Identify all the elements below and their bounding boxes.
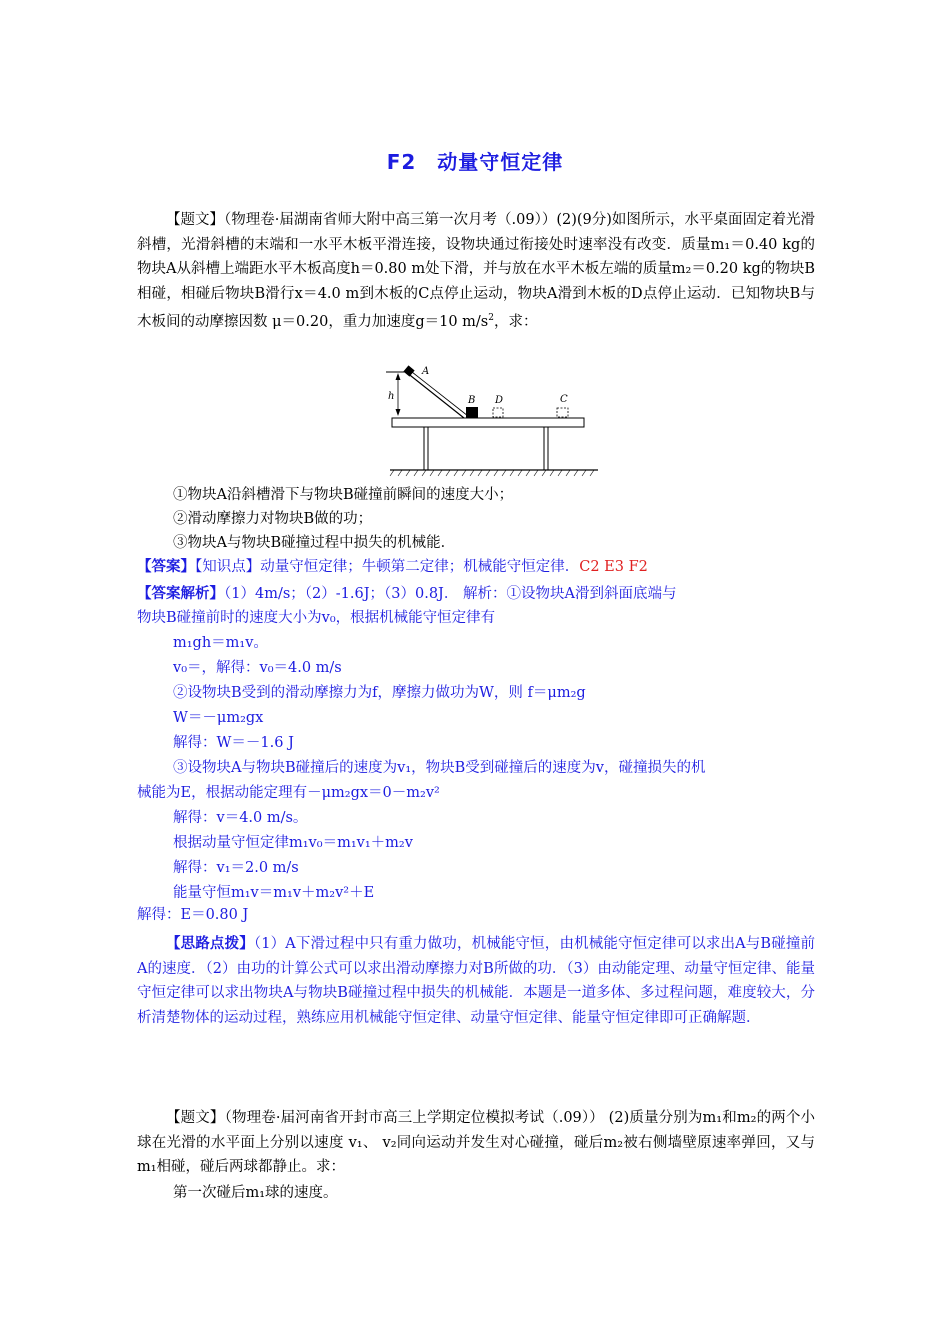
solution-line-7: 械能为E，根据动能定理有－μm₂gx＝0－m₂v² [137,785,440,801]
solution-line-3: ②设物块B受到的滑动摩擦力为f，摩擦力做功为W，则 f＝μm₂g [173,685,586,701]
question-1-end: ，求： [493,313,538,330]
solution-line-10: 解得：v₁＝2.0 m/s [173,860,299,876]
hint-paragraph [137,932,815,1030]
knowledge-codes: C2 E3 F2 [579,559,648,575]
solution-line-4: W＝－μm₂gx [173,710,264,726]
page-title: F2 动量守恒定律 [386,150,564,174]
block-b [466,407,478,418]
analysis-tag: 【答案解析】 [137,585,224,602]
figure-label-b: B [468,395,476,406]
analysis-line-2: 物块B碰撞前时的速度大小为v₀，根据机械能守恒定律有 [137,610,496,626]
knowledge-tag: 【知识点】 [195,559,261,575]
answer-tag: 【答案】 [137,558,195,575]
question-2-body: （物理卷·届河南省开封市高三上学期定位模拟考试（.09）） (2)质量分别为m₁和m₂的两个小球在光滑的水平面上分别以速度 v₁、 v₂同向运动并发生对心碰撞，碰后m₂被右侧墙壁原速率弹回，又与m₁相碰，碰后两球都静止。求： [137,1110,815,1175]
hint-text: （1）A下滑过程中只有重力做功，机械能守恒，由机械能守恒定律可以求出A与B碰撞前A的速度．（2）由功的计算公式可以求出滑动摩擦力对B所做的功．（3）由动能定理、动量守恒定律、能量守恒定律可以求出物块A与物块B碰撞过程中损失的机械能．本题是一道多体、多过程问题，难度较大，分析清楚物体的运动过程，熟练应用机械能守恒定律、动量守恒定律、能量守恒定律即可正确解题． [137,936,815,1026]
question-2-item: 第一次碰后m₁球的速度。 [173,1185,338,1201]
solution-line-5: 解得：W＝－1.6 J [173,735,294,751]
figure-label-a: A [422,366,430,377]
solution-line-2: v₀＝，解得：v₀＝4.0 m/s [173,660,342,676]
incline-figure [380,362,605,478]
analysis-line-1 [137,582,676,607]
figure-label-h: h [388,391,395,402]
question-2-text [137,1106,815,1180]
solution-line-9: 根据动量守恒定律m₁v₀＝m₁v₁＋m₂v [173,835,413,851]
solution-final: 解得：E＝0.80 J [137,907,249,923]
hint-tag: 【思路点拨】 [166,935,254,952]
block-a [403,365,414,376]
figure-label-c: C [560,394,568,405]
question-1-tag: 【题文】 [166,212,225,228]
question-1-body: （物理卷·届湖南省师大附中高三第一次月考（.09））(2)(9分)如图所示，水平桌面固定着光滑斜槽，光滑斜槽的末端和一水平木板平滑连接，设物块通过衔接处时速率没有改变．质量m₁＝0.40 kg的物块A从斜槽上端距水平木板高度h＝0.80 m处下滑，并与放在水平木板左端的质量m₂＝0.20 kg的物块B相碰，相碰后物块B滑行x＝4.0 m到木板的C点停止运动，物块A滑到木板的D点停止运动．已知物块B与木板间的动摩擦因数 μ＝0.20，重力加速度g＝10 m/s [137,212,816,330]
table-top [392,418,584,427]
analysis-first: （1）4m/s；（2）-1.6J；（3）0.8J． 解析：①设物块A滑到斜面底端与 [224,586,677,602]
question-2-tag: 【题文】 [166,1110,225,1126]
solution-line-1: m₁gh＝m₁v。 [173,635,268,651]
question-1-item-1: ①物块A沿斜槽滑下与物块B碰撞前瞬间的速度大小； [173,487,514,503]
question-1-item-2: ②滑动摩擦力对物块B做的功； [173,511,373,527]
question-1-item-3: ③物块A与物块B碰撞过程中损失的机械能． [173,535,456,551]
solution-line-11: 能量守恒m₁v＝m₁v＋m₂v²＋E [173,885,375,901]
knowledge-points: 动量守恒定律；牛顿第二定律；机械能守恒定律． [260,559,580,575]
figure-label-d: D [495,395,504,406]
solution-line-6: ③设物块A与物块B碰撞后的速度为v₁，物块B受到碰撞后的速度为v，碰撞损失的机 [173,760,706,776]
answer-line [137,555,648,580]
question-1-superscript: 2 [488,313,494,323]
solution-line-8: 解得：v＝4.0 m/s。 [173,810,308,826]
question-1-text [137,208,815,334]
